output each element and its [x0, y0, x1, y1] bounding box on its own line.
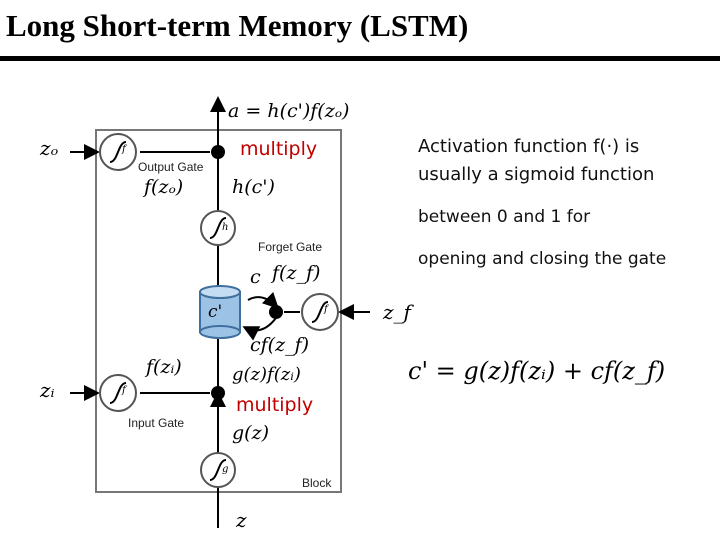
h-sym: h	[222, 222, 229, 233]
output-gate-sym: f	[122, 144, 126, 155]
block-label: Block	[302, 476, 332, 490]
zo-label: zₒ	[40, 136, 59, 160]
f-zo-label: f(zₒ)	[144, 176, 184, 198]
c-prime-label: c'	[208, 302, 223, 322]
h-cprime-label: h(c')	[232, 176, 275, 198]
multiply-node-forget	[269, 305, 283, 319]
recurrent-loop	[248, 297, 276, 306]
page-title: Long Short-term Memory (LSTM)	[6, 8, 469, 43]
g-sym: g	[222, 464, 229, 475]
input-gate-sym: f	[122, 385, 126, 396]
c-label: c	[250, 266, 261, 288]
output-formula: a = h(c')f(zₒ)	[228, 100, 350, 122]
f-zi-label: f(zᵢ)	[146, 356, 182, 378]
gz-label: g(z)	[232, 422, 269, 444]
multiply-node-input	[211, 386, 225, 400]
multiply-node-output	[211, 145, 225, 159]
zi-label: zᵢ	[40, 378, 55, 402]
forget-gate-sym: f	[324, 304, 328, 315]
cf-zf-label: cf(z_f)	[250, 334, 310, 356]
range-note-line2: opening and closing the gate	[418, 249, 667, 269]
range-note-line1: between 0 and 1 for	[418, 207, 591, 227]
activation-note-line2: usually a sigmoid function	[418, 164, 655, 185]
zf-label: z_f	[383, 300, 411, 324]
gz-fzi-label: g(z)f(zᵢ)	[232, 364, 301, 385]
cell-update-equation: c' = g(z)f(zᵢ) + cf(z_f)	[408, 357, 666, 385]
forget-gate-label: Forget Gate	[258, 240, 323, 254]
f-zf-label: f(z_f)	[272, 262, 321, 284]
activation-note-line1: Activation function f(·) is	[418, 136, 640, 157]
multiply-label-top: multiply	[240, 138, 318, 160]
output-gate-label: Output Gate	[138, 160, 204, 174]
z-label: z	[236, 508, 247, 532]
input-gate-label: Input Gate	[128, 416, 185, 430]
multiply-label-bottom: multiply	[236, 394, 314, 416]
